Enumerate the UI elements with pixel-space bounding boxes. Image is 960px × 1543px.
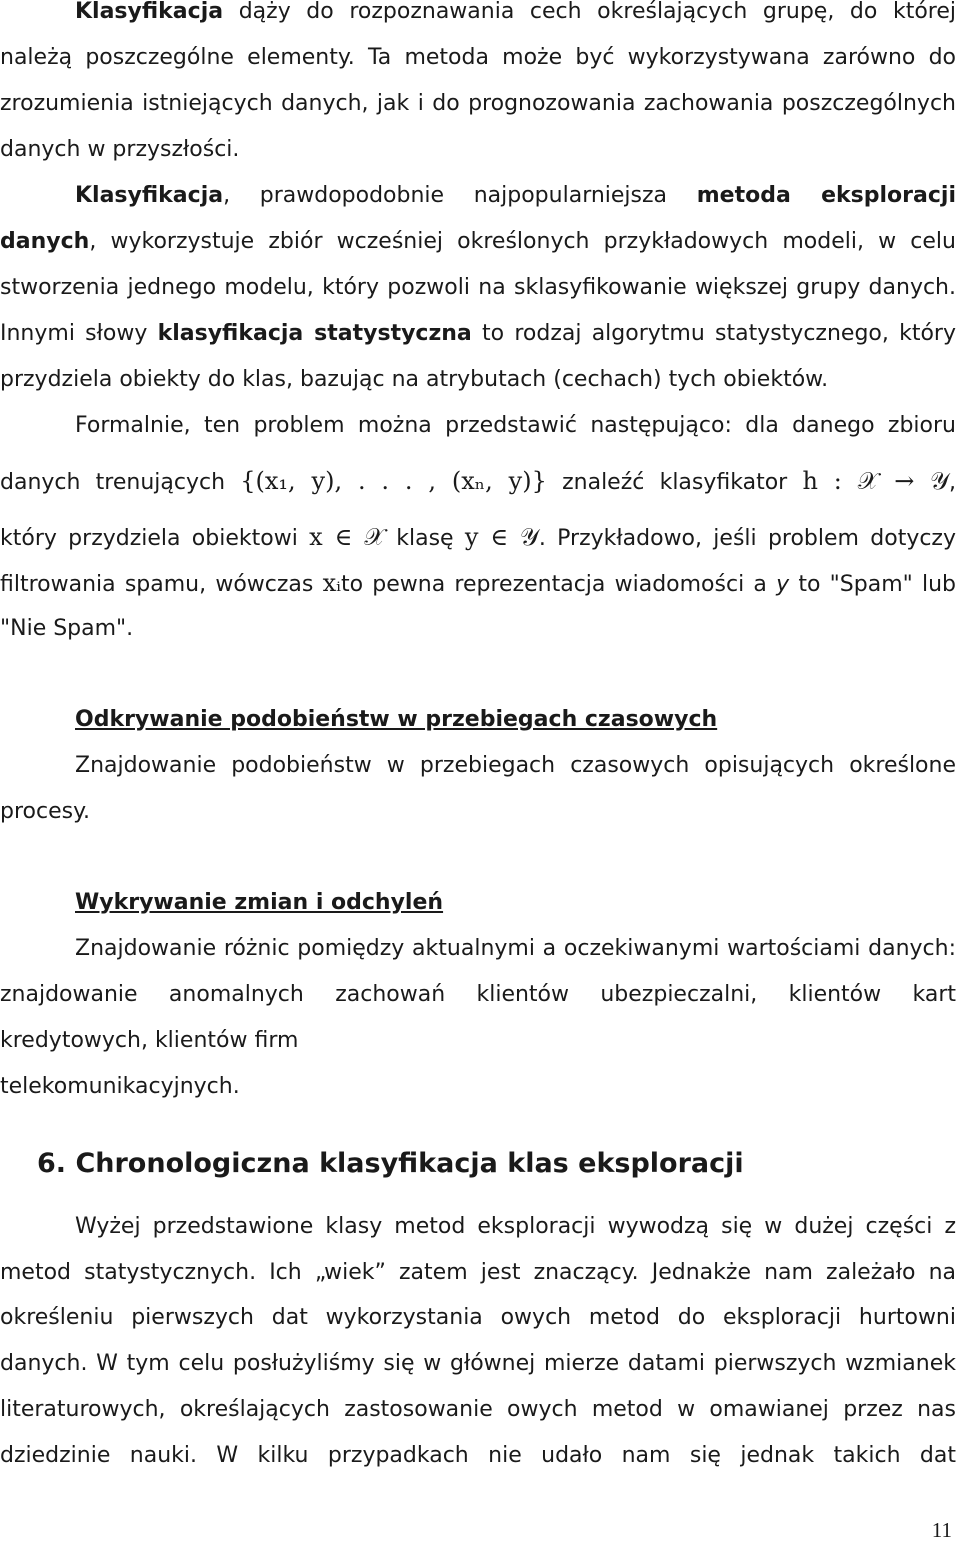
math-xi: xᵢ: [322, 569, 341, 597]
s2-line-4: telekomunikacyjnych.: [0, 1074, 240, 1099]
s3-line-1: Wyżej przedstawione klasy metod eksploracji wywodzą się w dużej części z: [75, 1214, 956, 1239]
s2-line-3: kredytowych, klientów firm: [0, 1028, 299, 1053]
p3-line-3: który przydziela obiektowi x ∈ 𝒳 klasę y ∈ 𝒴. Przykładowo, jeśli problem dotyczy: [0, 523, 956, 551]
p2-line-2: danych, wykorzystuje zbiór wcześniej określonych przykładowych modeli, w celu: [0, 229, 956, 254]
section-heading-similarities: Odkrywanie podobieństw w przebiegach czasowych: [75, 707, 718, 732]
term-klasyfikacja: Klasyfikacja: [75, 183, 224, 208]
s1-line-1: Znajdowanie podobieństw w przebiegach czasowych opisujących określone: [75, 753, 956, 778]
s3-line-4: danych. W tym celu posłużyliśmy się w głównej mierze datami pierwszych wzmianek: [0, 1351, 956, 1376]
p1-line-4: danych w przyszłości.: [0, 137, 240, 162]
s2-line-2: znajdowanie anomalnych zachowań klientów ubezpieczalni, klientów kart: [0, 982, 956, 1007]
p3-line-5: "Nie Spam".: [0, 616, 134, 641]
p1-line-3: zrozumienia istniejących danych, jak i do prognozowania zachowania poszczególnych: [0, 91, 956, 116]
math-x-in-X: x ∈ 𝒳: [309, 523, 385, 551]
s3-line-2: metod statystycznych. Ich „wiek” zatem jest znaczący. Jednakże nam zależało na: [0, 1260, 956, 1285]
p3-line-1: Formalnie, ten problem można przedstawić następująco: dla danego zbioru: [75, 413, 956, 438]
chapter-heading: 6. Chronologiczna klasyfikacja klas eksploracji: [37, 1148, 744, 1179]
math-classifier: h : 𝒳 → 𝒴: [802, 467, 949, 495]
s3-line-5: literaturowych, określających zastosowanie owych metod w omawianej przez nas: [0, 1397, 956, 1422]
term-danych: danych: [0, 229, 90, 254]
term-klasyfikacja-statystyczna: klasyfikacja statystyczna: [157, 321, 472, 346]
p1-line-1: Klasyfikacja dąży do rozpoznawania cech określających grupę, do której: [75, 0, 956, 24]
term-klasyfikacja: Klasyfikacja: [75, 0, 224, 24]
term-metoda-eksploracji: metoda eksploracji: [696, 183, 956, 208]
s1-line-2: procesy.: [0, 799, 90, 824]
s3-line-3: określeniu pierwszych dat wykorzystania owych metod do eksploracji hurtowni: [0, 1305, 956, 1330]
p2-line-1: Klasyfikacja, prawdopodobnie najpopularniejsza metoda eksploracji: [75, 183, 956, 208]
s2-line-1: Znajdowanie różnic pomiędzy aktualnymi a oczekiwanymi wartościami danych:: [75, 936, 956, 961]
s3-line-6: dziedzinie nauki. W kilku przypadkach nie udało nam się jednak takich dat: [0, 1443, 956, 1468]
p2-line-3: stworzenia jednego modelu, który pozwoli na sklasyfikowanie większej grupy danych.: [0, 275, 956, 300]
page-number: 11: [931, 1518, 952, 1542]
math-training-set: {(x₁, y), . . . , (xₙ, y)}: [240, 467, 547, 495]
p3-line-4: filtrowania spamu, wówczas xᵢto pewna reprezentacja wiadomości a y to "Spam" lub: [0, 569, 956, 597]
p2-line-5: przydziela obiekty do klas, bazując na atrybutach (cechach) tych obiektów.: [0, 367, 829, 392]
p2-line-4: Innymi słowy klasyfikacja statystyczna to rodzaj algorytmu statystycznego, który: [0, 321, 956, 346]
p3-line-2: danych trenujących {(x₁, y), . . . , (xₙ, y)} znaleźć klasyfikator h : 𝒳 → 𝒴,: [0, 467, 956, 495]
math-y: y: [776, 572, 790, 597]
math-y-in-Y: y ∈ 𝒴: [464, 523, 539, 551]
section-heading-changes: Wykrywanie zmian i odchyleń: [75, 890, 444, 915]
p1-line-2: należą poszczególne elementy. Ta metoda może być wykorzystywana zarówno do: [0, 45, 956, 70]
